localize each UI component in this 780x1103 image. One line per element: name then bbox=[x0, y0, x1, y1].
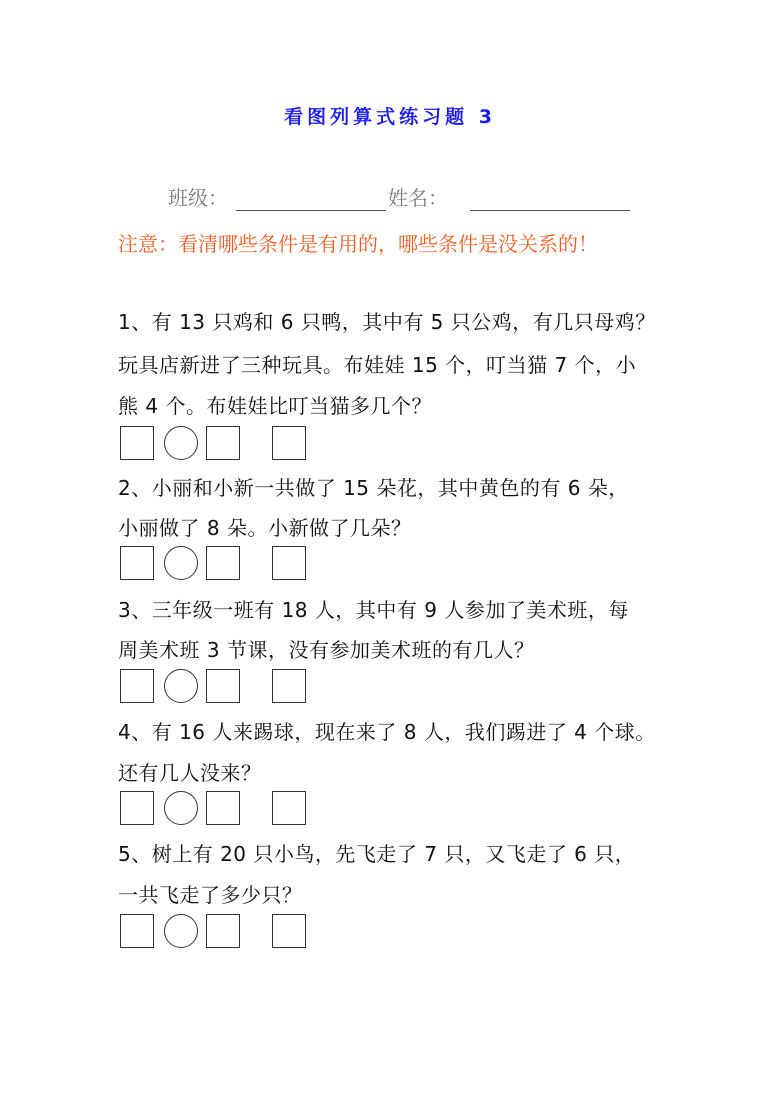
answer-box[interactable] bbox=[120, 791, 154, 825]
notice-text: 注意：看清哪些条件是有用的，哪些条件是没关系的！ bbox=[118, 232, 598, 256]
operator-circle[interactable] bbox=[164, 791, 198, 825]
result-box[interactable] bbox=[272, 669, 306, 703]
answer-box[interactable] bbox=[120, 914, 154, 948]
answer-box[interactable] bbox=[120, 669, 154, 703]
worksheet-title: 看图列算式练习题 3 bbox=[284, 106, 496, 128]
result-box[interactable] bbox=[272, 914, 306, 948]
question-4-line-2: 还有几人没来？ bbox=[118, 761, 262, 785]
answer-row-3 bbox=[120, 669, 320, 705]
operator-circle[interactable] bbox=[164, 914, 198, 948]
question-5-line-2: 一共飞走了多少只？ bbox=[118, 883, 303, 907]
question-3-line-2: 周美术班 3 节课，没有参加美术班的有几人？ bbox=[118, 638, 535, 662]
answer-box[interactable] bbox=[206, 791, 240, 825]
answer-row-5 bbox=[120, 914, 320, 950]
name-label: 姓名： bbox=[388, 186, 448, 210]
class-blank[interactable] bbox=[236, 188, 386, 211]
operator-circle[interactable] bbox=[164, 426, 198, 460]
question-1-line-1: 1、有 13 只鸡和 6 只鸭，其中有 5 只公鸡，有几只母鸡？ bbox=[118, 310, 656, 334]
name-blank[interactable] bbox=[470, 188, 630, 211]
operator-circle[interactable] bbox=[164, 546, 198, 580]
operator-circle[interactable] bbox=[164, 669, 198, 703]
question-5-line-1: 5、树上有 20 只小鸟，先飞走了 7 只，又飞走了 6 只， bbox=[118, 842, 636, 866]
answer-row-4 bbox=[120, 791, 320, 827]
class-label: 班级： bbox=[168, 186, 228, 210]
answer-box[interactable] bbox=[120, 426, 154, 460]
question-2-line-2: 小丽做了 8 朵。小新做了几朵？ bbox=[118, 516, 412, 540]
result-box[interactable] bbox=[272, 791, 306, 825]
class-name-line bbox=[168, 182, 630, 211]
result-box[interactable] bbox=[272, 426, 306, 460]
answer-box[interactable] bbox=[206, 426, 240, 460]
answer-box[interactable] bbox=[206, 669, 240, 703]
answer-box[interactable] bbox=[120, 546, 154, 580]
question-3-line-1: 3、三年级一班有 18 人，其中有 9 人参加了美术班，每 bbox=[118, 598, 629, 622]
question-4-line-1: 4、有 16 人来踢球，现在来了 8 人，我们踢进了 4 个球。 bbox=[118, 720, 656, 744]
question-1-line-3: 熊 4 个。布娃娃比叮当猫多几个？ bbox=[118, 394, 432, 418]
answer-row-2 bbox=[120, 546, 320, 582]
result-box[interactable] bbox=[272, 546, 306, 580]
question-2-line-1: 2、小丽和小新一共做了 15 朵花，其中黄色的有 6 朵， bbox=[118, 476, 629, 500]
answer-row-1 bbox=[120, 426, 320, 462]
question-1-line-2: 玩具店新进了三种玩具。布娃娃 15 个，叮当猫 7 个，小 bbox=[118, 353, 637, 377]
answer-box[interactable] bbox=[206, 914, 240, 948]
answer-box[interactable] bbox=[206, 546, 240, 580]
